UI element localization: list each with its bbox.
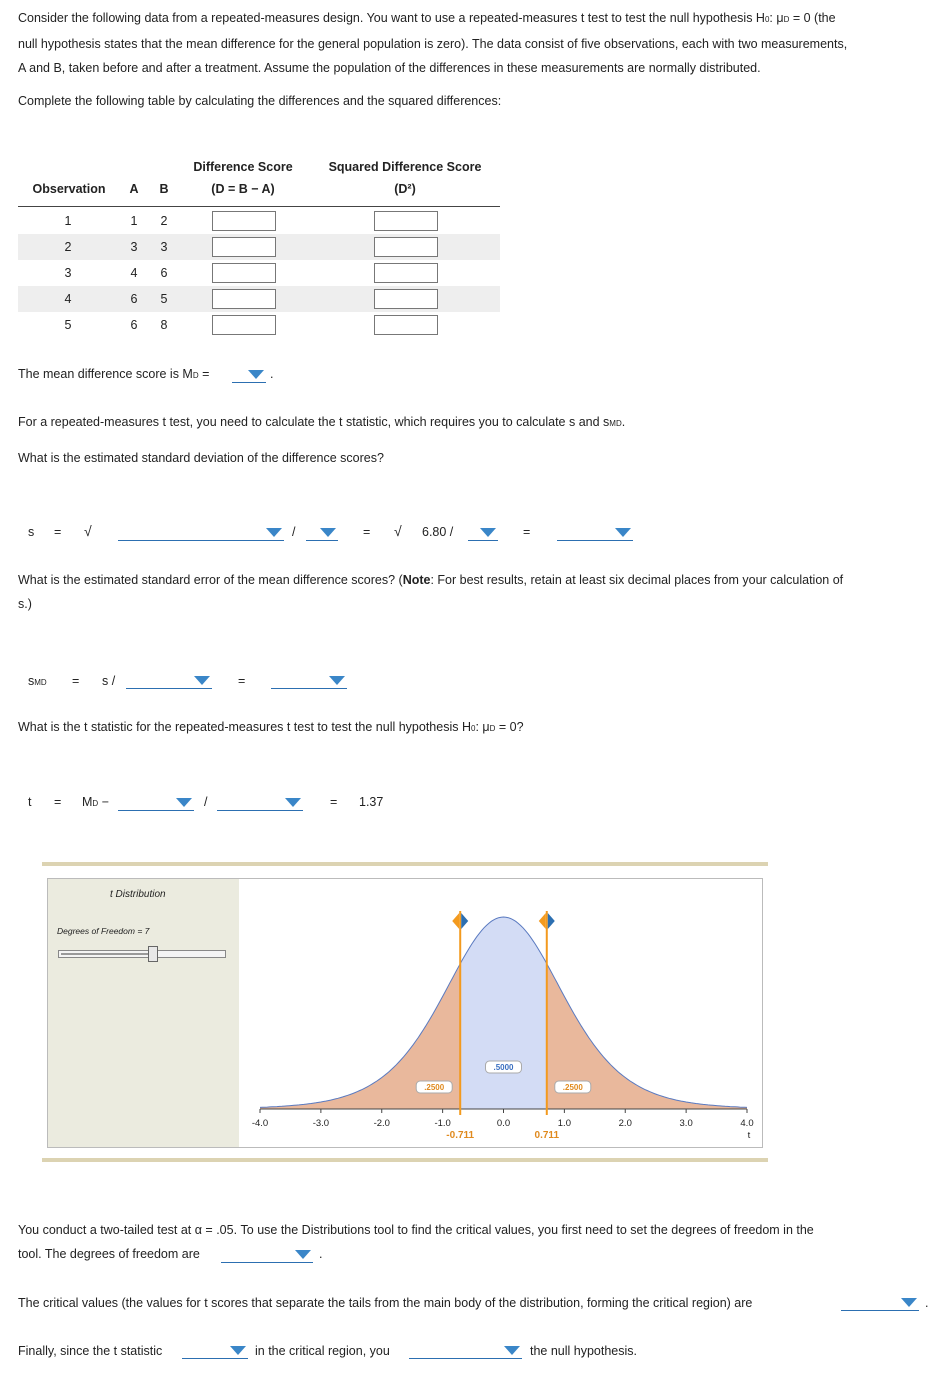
conclusion-part-a: Finally, since the t statistic: [18, 1344, 163, 1358]
left-critical-value: -0.711: [446, 1130, 475, 1141]
tick-label: -1.0: [434, 1118, 451, 1129]
equals-sign: =: [54, 525, 62, 539]
tick-label: -3.0: [312, 1118, 330, 1129]
diff-input-4[interactable]: [212, 289, 276, 309]
mean-period: .: [270, 367, 274, 381]
sqrt-symbol: √: [84, 523, 92, 539]
df-question: You conduct a two-tailed test at α = .05. To use the Distributions tool to find the critical values, you first need to set the degrees of freedom in the tool. The degrees of freedom are: [18, 1223, 814, 1261]
center-area-label: [486, 1061, 522, 1073]
sd-value: 6.80 /: [422, 525, 454, 539]
md-symbol: MD −: [82, 795, 109, 809]
equals-sign: =: [523, 525, 531, 539]
cell-a: 4: [130, 266, 138, 280]
period: .: [319, 1247, 323, 1261]
equals-sign: =: [330, 795, 338, 809]
tick-marks: [252, 1109, 754, 1129]
intro-paragraph: Consider the following data from a repeated-measures design. You want to use a repeated-measures t test to test the null hypothesis H0: μD = 0 (the null hypothesis states that the mean difference for the general population is zero). The data consist of five observations, each with two measurements, A and B, taken before and after a treatment. Assume the population of the differences in these measurements are normally distributed.: [18, 11, 848, 75]
diff-input-5[interactable]: [212, 315, 276, 335]
slash: /: [204, 795, 208, 809]
center-area: [460, 917, 547, 1109]
table-row: [18, 234, 500, 260]
smd-dropdown[interactable]: [217, 793, 303, 811]
ss-dropdown[interactable]: [118, 523, 284, 541]
chevron-down-icon: [320, 528, 336, 537]
cell-a: 3: [130, 240, 138, 254]
n-minus-1-dropdown[interactable]: [306, 523, 338, 541]
equals-sign: =: [238, 674, 246, 688]
sq-input-4[interactable]: [374, 289, 438, 309]
tool-title: t Distribution: [110, 889, 166, 900]
tool-top-border: [42, 862, 768, 866]
chevron-down-icon: [480, 528, 496, 537]
chevron-down-icon: [248, 370, 264, 379]
axis-label: t: [747, 1130, 751, 1141]
tick-label: 3.0: [679, 1118, 693, 1129]
slash: /: [292, 525, 296, 539]
cell-obs: 2: [64, 240, 72, 254]
chevron-down-icon: [615, 528, 631, 537]
smd-symbol: sMD: [28, 674, 47, 688]
cell-obs: 5: [64, 318, 72, 332]
tick-label: -4.0: [251, 1118, 269, 1129]
cell-b: 6: [160, 266, 168, 280]
chevron-down-icon: [295, 1250, 311, 1259]
handle-right-arrow: [461, 913, 468, 929]
svg-text:.2500: .2500: [562, 1083, 583, 1092]
df-slider-handle[interactable]: [148, 946, 158, 962]
header-b: B: [159, 182, 169, 196]
cell-obs: 4: [64, 292, 72, 306]
sd-intro: For a repeated-measures t test, you need to calculate the t statistic, which requires you to calculate s and sMD.: [18, 415, 626, 429]
handle-left-arrow: [452, 913, 459, 929]
svg-text:.5000: .5000: [493, 1063, 514, 1072]
sqrt-symbol: √: [394, 523, 402, 539]
left-tail-label: [416, 1081, 452, 1093]
conclusion-part-b: in the critical region, you: [255, 1344, 390, 1358]
critical-values-question: The critical values (the values for t scores that separate the tails from the main body of the distribution, forming the critical region) are: [18, 1296, 753, 1310]
t-symbol: t: [28, 795, 32, 809]
df-slider-track[interactable]: [58, 950, 226, 958]
cell-b: 5: [160, 292, 168, 306]
right-tail-label: [555, 1081, 591, 1093]
chevron-down-icon: [176, 798, 192, 807]
cell-b: 3: [160, 240, 168, 254]
sq-input-5[interactable]: [374, 315, 438, 335]
chevron-down-icon: [230, 1346, 246, 1355]
diff-input-1[interactable]: [212, 211, 276, 231]
mean-line: The mean difference score is MD =: [18, 367, 210, 381]
sq-input-1[interactable]: [374, 211, 438, 231]
table-row: [18, 312, 500, 338]
handle-left-arrow: [539, 913, 546, 929]
handle-right-arrow: [548, 913, 555, 929]
reject-dropdown[interactable]: [409, 1341, 522, 1359]
table-instruction: Complete the following table by calculating the differences and the squared differences:: [18, 94, 502, 108]
conclusion-part-c: the null hypothesis.: [530, 1344, 638, 1358]
chevron-down-icon: [266, 528, 282, 537]
t-result: 1.37: [359, 795, 384, 809]
chevron-down-icon: [329, 676, 345, 685]
df-label: Degrees of Freedom = 7: [57, 926, 150, 936]
equals-sign: =: [54, 795, 62, 809]
critical-values-dropdown[interactable]: [841, 1293, 919, 1311]
tick-label: 2.0: [618, 1118, 632, 1129]
se-result-dropdown[interactable]: [271, 671, 347, 689]
cell-b: 8: [160, 318, 168, 332]
diff-input-3[interactable]: [212, 263, 276, 283]
mu-d-dropdown[interactable]: [118, 793, 194, 811]
sq-input-2[interactable]: [374, 237, 438, 257]
tool-sidebar: [48, 879, 239, 1147]
cell-a: 6: [130, 292, 138, 306]
sd-question: What is the estimated standard deviation of the difference scores?: [18, 451, 384, 465]
sd-result-dropdown[interactable]: [557, 523, 633, 541]
is-isnot-dropdown[interactable]: [182, 1341, 248, 1359]
df-dropdown[interactable]: [221, 1245, 313, 1263]
t-distribution-chart: [239, 879, 763, 1147]
equals-sign: =: [72, 674, 80, 688]
right-critical-value: 0.711: [534, 1130, 560, 1141]
sq-input-3[interactable]: [374, 263, 438, 283]
header-rule: [18, 206, 500, 207]
tick-label: 4.0: [740, 1118, 754, 1129]
t-question: What is the t statistic for the repeated-measures t test to test the null hypothesis H0: μD = 0?: [18, 720, 524, 734]
period: .: [925, 1296, 929, 1310]
header-sq-top: Squared Difference Score: [328, 160, 482, 174]
table-row: [18, 286, 500, 312]
chevron-down-icon: [504, 1346, 520, 1355]
tool-bottom-border: [42, 1158, 768, 1162]
table-row: [18, 260, 500, 286]
chevron-down-icon: [901, 1298, 917, 1307]
cell-a: 1: [130, 214, 138, 228]
cell-a: 6: [130, 318, 138, 332]
cell-obs: 1: [64, 214, 72, 228]
header-observation: Observation: [32, 182, 106, 196]
se-question: What is the estimated standard error of the mean difference scores? (Note: For best results, retain at least six decimal places from your calculation of s.): [18, 573, 844, 611]
chevron-down-icon: [285, 798, 301, 807]
sqrt-n-dropdown[interactable]: [126, 671, 212, 689]
mean-dropdown[interactable]: [232, 365, 266, 383]
s-over: s /: [102, 674, 116, 688]
df-divisor-dropdown[interactable]: [468, 523, 498, 541]
s-symbol: s: [28, 525, 35, 539]
table-row: [18, 208, 500, 234]
header-sq-bottom: (D²): [394, 182, 416, 196]
equals-sign: =: [363, 525, 371, 539]
cell-b: 2: [160, 214, 168, 228]
header-diff-bottom: (D = B − A): [211, 182, 275, 196]
diff-input-2[interactable]: [212, 237, 276, 257]
header-diff-top: Difference Score: [193, 160, 293, 174]
header-a: A: [129, 182, 139, 196]
tick-label: 1.0: [557, 1118, 571, 1129]
tick-label: -2.0: [373, 1118, 390, 1129]
tick-label: 0.0: [496, 1118, 511, 1129]
chevron-down-icon: [194, 676, 210, 685]
cell-obs: 3: [64, 266, 72, 280]
svg-text:.2500: .2500: [424, 1083, 445, 1092]
distribution-tool: [47, 878, 763, 1148]
